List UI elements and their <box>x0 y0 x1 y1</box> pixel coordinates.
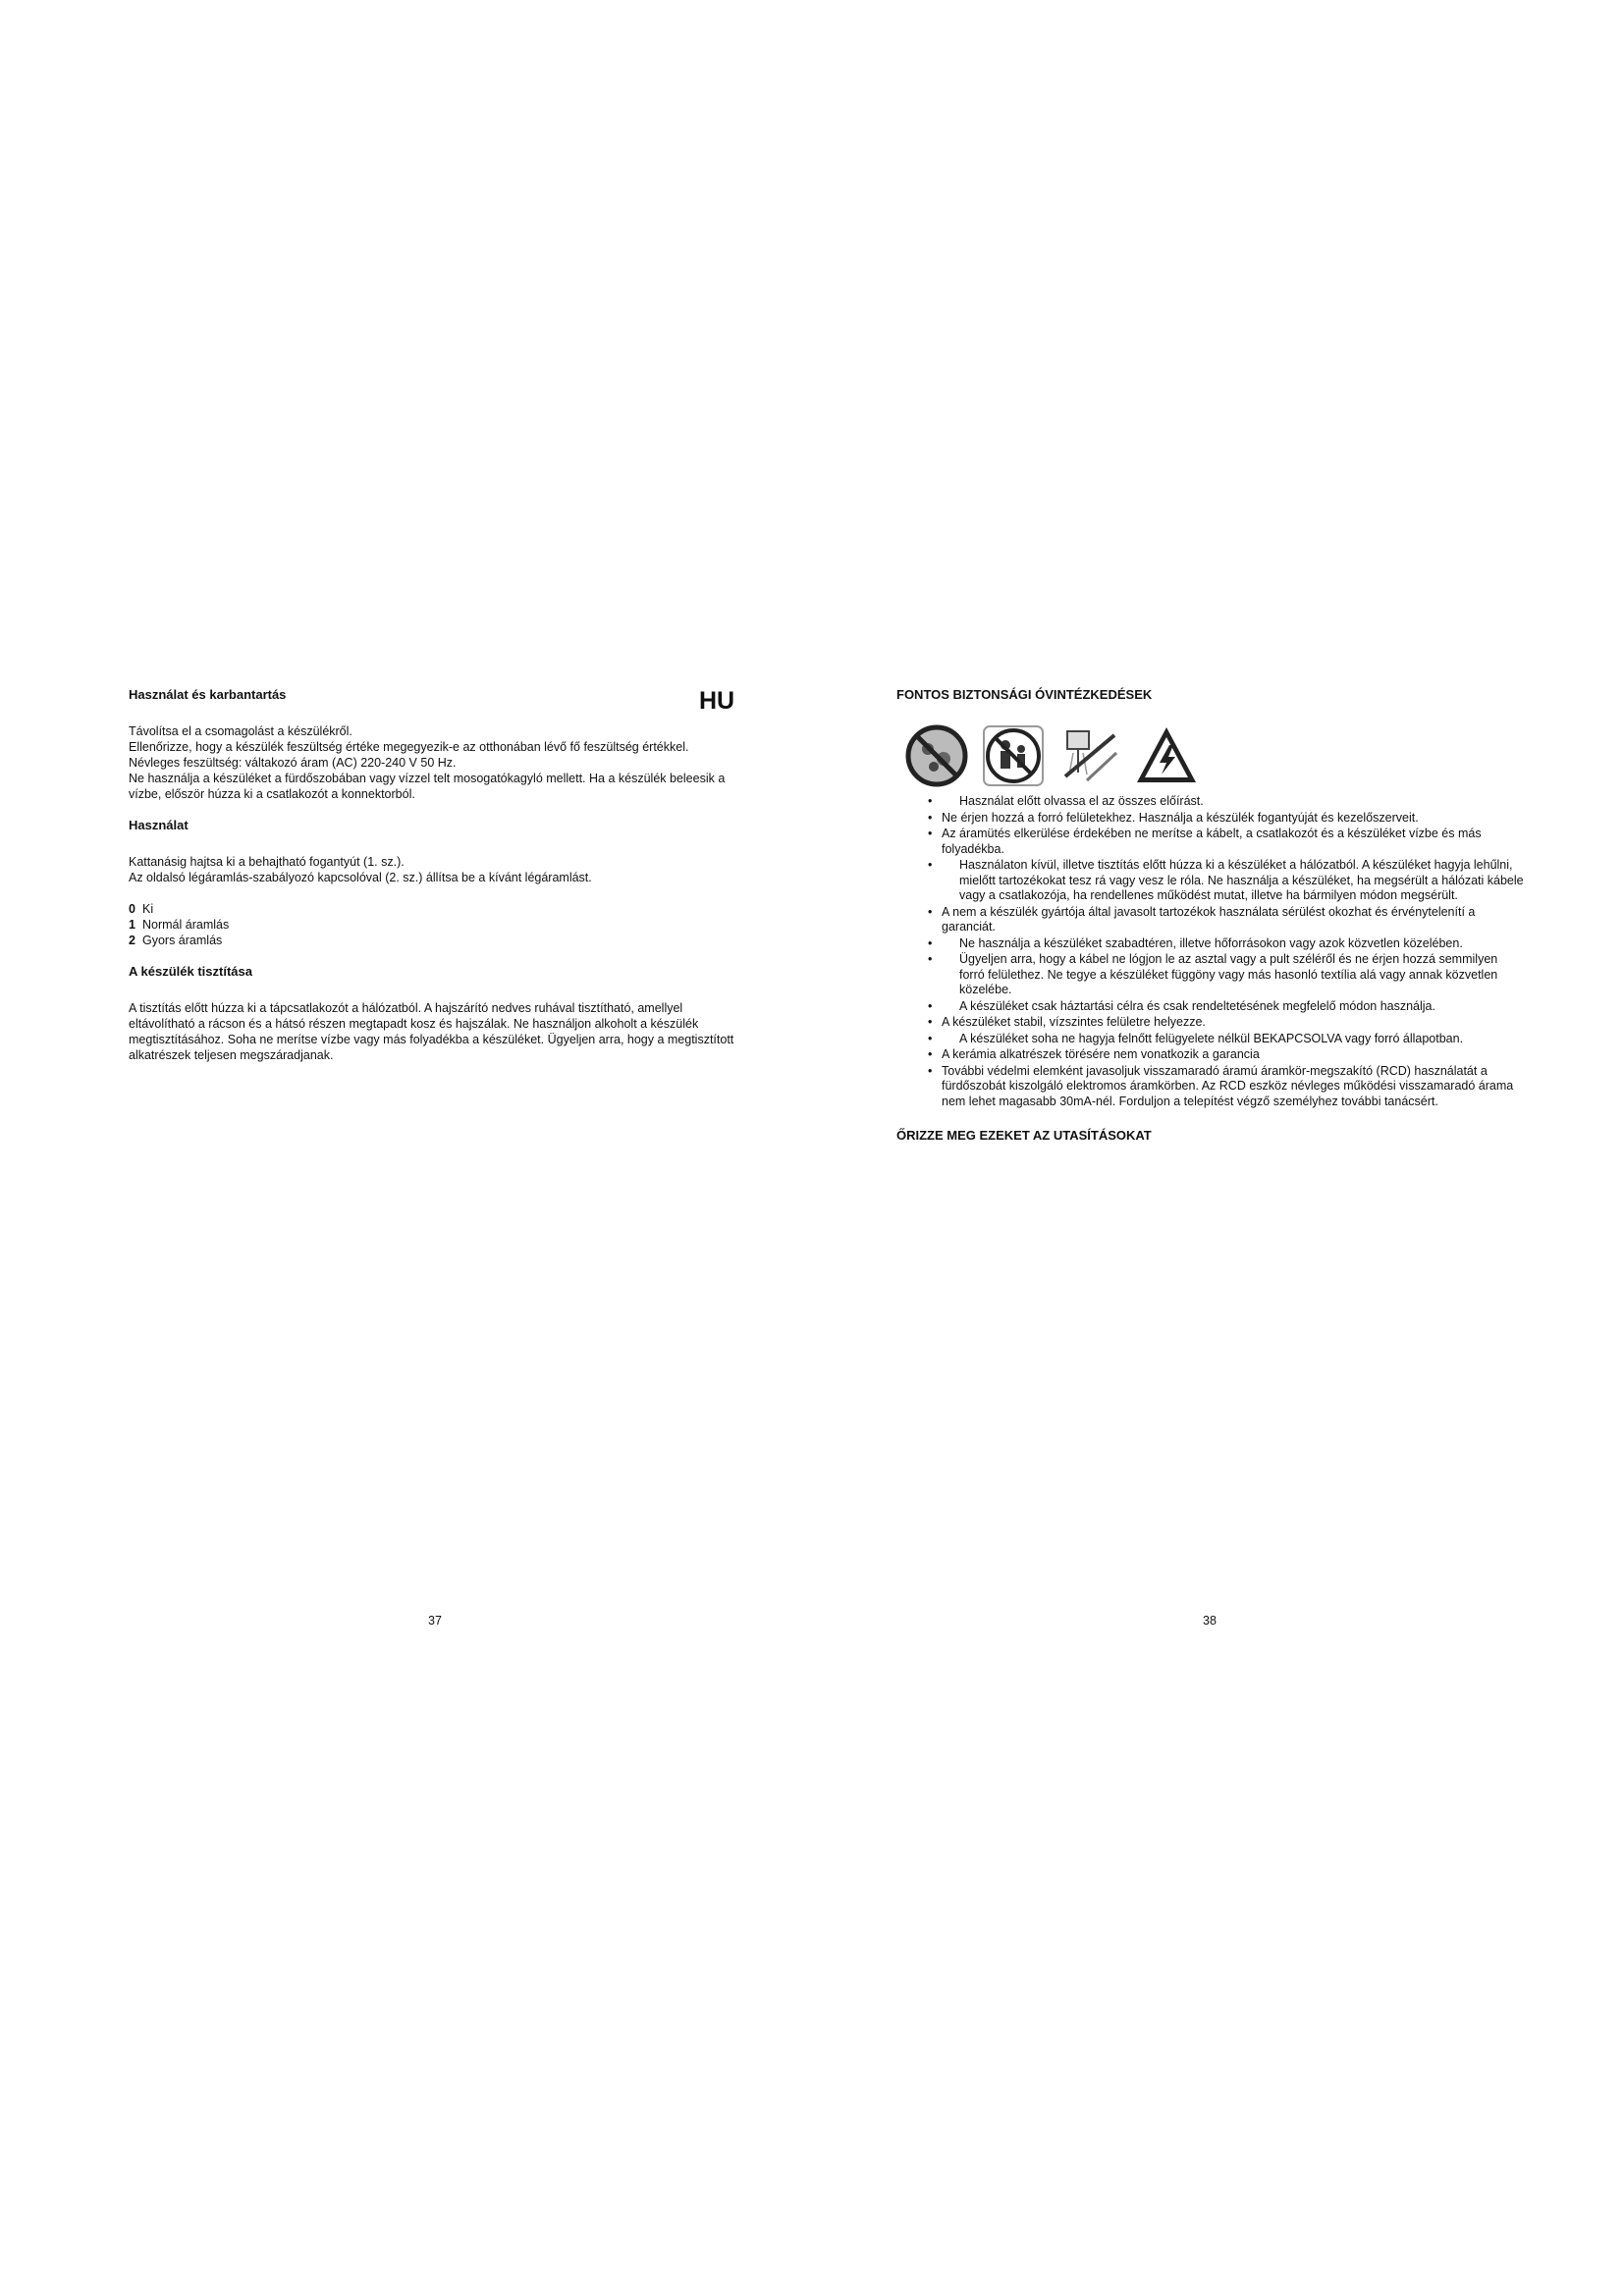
safety-item: • További védelmi elemként javasoljuk visszamaradó áramú áramkör-megszakító (RCD) használatát a fürdőszobát kiszolgáló elektromos áramkörben. Az RCD eszköz névleges működési visszamaradó árama nem lehet magasabb 30mA-nél. Forduljon a telepítést végző személyhez további tanácsért. <box>896 1064 1525 1110</box>
safety-item: • A készüléket stabil, vízszintes felületre helyezze. <box>896 1015 1525 1031</box>
cleaning-title: A készülék tisztítása <box>129 964 252 979</box>
right-page <box>896 687 1525 1143</box>
safety-item: • Ne használja a készüléket szabadtéren, illetve hőforrásokon vagy azok közvetlen közelében. <box>896 936 1525 952</box>
safety-item: • A nem a készülék gyártója által javasolt tartozékok használata sérülést okozhat és érvénytelenítí a garanciát. <box>896 905 1525 935</box>
mode-label: Ki <box>142 902 154 916</box>
intro-line: Ellenőrizze, hogy a készülék feszültség értéke megegyezik-e az otthonában lévő fő feszültség értékkel. <box>129 740 689 754</box>
no-children-icon <box>981 723 1046 788</box>
mode-key: 1 <box>129 918 135 932</box>
safety-item: • A készüléket csak háztartási célra és csak rendeltetésének megfelelő módon használja. <box>896 999 1525 1015</box>
mode-item <box>129 917 737 933</box>
mode-key: 0 <box>129 902 135 916</box>
usage-line: Kattanásig hajtsa ki a behajtható fogantyút (1. sz.). <box>129 855 405 869</box>
usage-maintenance-title: Használat és karbantartás <box>129 687 287 702</box>
left-page <box>129 687 737 1063</box>
mode-item <box>129 901 737 917</box>
no-shower-icon <box>1057 723 1122 788</box>
keep-instructions: ŐRIZZE MEG EZEKET AZ UTASÍTÁSOKAT <box>896 1128 1152 1143</box>
safety-item: • Ne érjen hozzá a forró felületekhez. Használja a készülék fogantyúját és kezelőszerveit. <box>896 811 1525 827</box>
cleaning-text: A tisztítás előtt húzza ki a tápcsatlakozót a hálózatból. A hajszárító nedves ruhával tisztítható, amellyel eltávolítható a rácson és a hátsó részen megtapadt kosz és hajszálak. Ne használjon alkoholt a készülék megtisztításához. Soha ne merítse vízbe vagy más folyadékba a készüléket. Ügyeljen arra, hogy a megtisztított alkatrészek teljesen megszáradjanak. <box>129 1001 734 1062</box>
usage-line: Az oldalsó légáramlás-szabályozó kapcsolóval (2. sz.) állítsa be a kívánt légáramlást. <box>129 871 592 884</box>
intro-line: Névleges feszültség: váltakozó áram (AC) 220-240 V 50 Hz. <box>129 756 457 770</box>
page-number-left: 37 <box>428 1614 442 1628</box>
language-code: HU <box>699 687 735 715</box>
safety-item: • Használaton kívül, illetve tisztítás előtt húzza ki a készüléket a hálózatból. A készüléket hagyja lehűlni, mielőtt tartozékokat tesz rá vagy vesz le róla. Ne használja a készüléket, ha megsérült a hálózati kábele vagy a csatlakozója, ha rendellenes működést mutat, illetve ha bármilyen módon megsérült. <box>896 858 1525 904</box>
safety-item: • Ügyeljen arra, hogy a kábel ne lógjon le az asztal vagy a pult széléről és ne érjen hozzá semmilyen forró felülethez. Ne tegye a készüléket függöny vagy más hasonló textília alá vagy annak közvetlen közelébe. <box>896 952 1525 998</box>
safety-item: • A kerámia alkatrészek törésére nem vonatkozik a garancia <box>896 1047 1525 1063</box>
warning-icons <box>904 723 1525 788</box>
page-number-right: 38 <box>1203 1614 1217 1628</box>
usage-title: Használat <box>129 818 189 832</box>
electric-warning-icon <box>1134 723 1199 788</box>
safety-list <box>896 794 1525 1109</box>
mode-item <box>129 933 737 948</box>
mode-label: Gyors áramlás <box>142 934 223 947</box>
safety-title: FONTOS BIZTONSÁGI ÓVINTÉZKEDÉSEK <box>896 687 1153 702</box>
safety-item: • A készüléket soha ne hagyja felnőtt felügyelete nélkül BEKAPCSOLVA vagy forró állapotban. <box>896 1032 1525 1047</box>
mode-label: Normál áramlás <box>142 918 230 932</box>
safety-item: • Az áramütés elkerülése érdekében ne merítse a kábelt, a csatlakozót és a készüléket vízbe és más folyadékba. <box>896 827 1525 857</box>
intro-line: Ne használja a készüléket a fürdőszobában vagy vízzel telt mosogatókagyló mellett. Ha a készülék beleesik a vízbe, először húzza ki a csatlakozót a konnektorból. <box>129 772 726 801</box>
no-water-icon <box>904 723 969 788</box>
mode-key: 2 <box>129 934 135 947</box>
intro-line: Távolítsa el a csomagolást a készülékről. <box>129 724 352 738</box>
safety-item: • Használat előtt olvassa el az összes előírást. <box>896 794 1525 810</box>
